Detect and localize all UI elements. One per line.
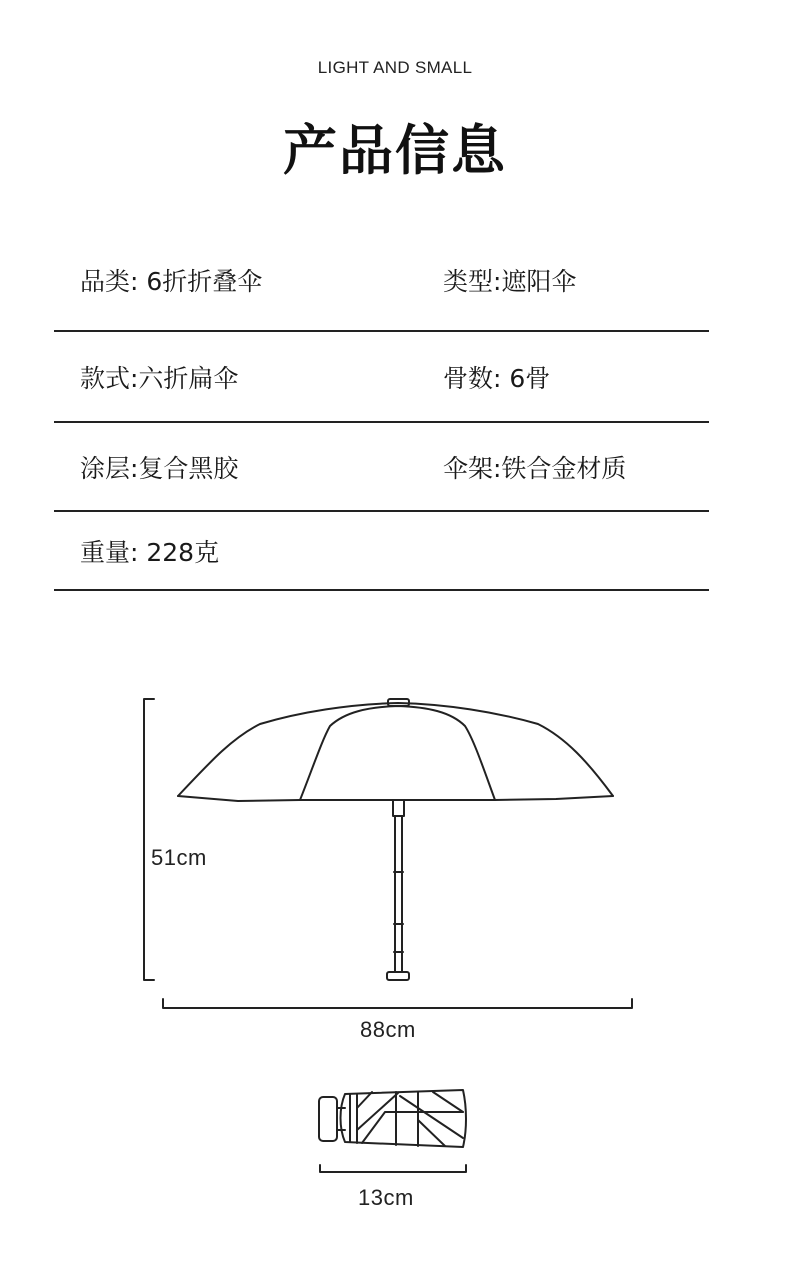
open-umbrella-icon: [178, 699, 613, 980]
height-dimension-line: [144, 699, 154, 980]
spec-style: 款式:六折扁伞: [80, 363, 239, 393]
height-label: 51cm: [151, 845, 207, 870]
width-dimension-line: [163, 999, 632, 1008]
page-subtitle: LIGHT AND SMALL: [317, 58, 473, 77]
folded-umbrella-icon: [319, 1090, 466, 1147]
spec-category: 品类: 6折折叠伞: [80, 267, 263, 296]
spec-ribs: 骨数: 6骨: [443, 363, 551, 393]
folded-length-label: 13cm: [358, 1185, 414, 1210]
page-title: 产品信息: [283, 119, 507, 182]
folded-dimension-line: [320, 1165, 466, 1172]
spec-frame: 伞架:铁合金材质: [443, 453, 627, 483]
spec-coating: 涂层:复合黑胶: [80, 453, 239, 483]
spec-weight: 重量: 228克: [80, 537, 220, 567]
spec-type: 类型:遮阳伞: [443, 267, 577, 296]
width-label: 88cm: [360, 1017, 416, 1042]
